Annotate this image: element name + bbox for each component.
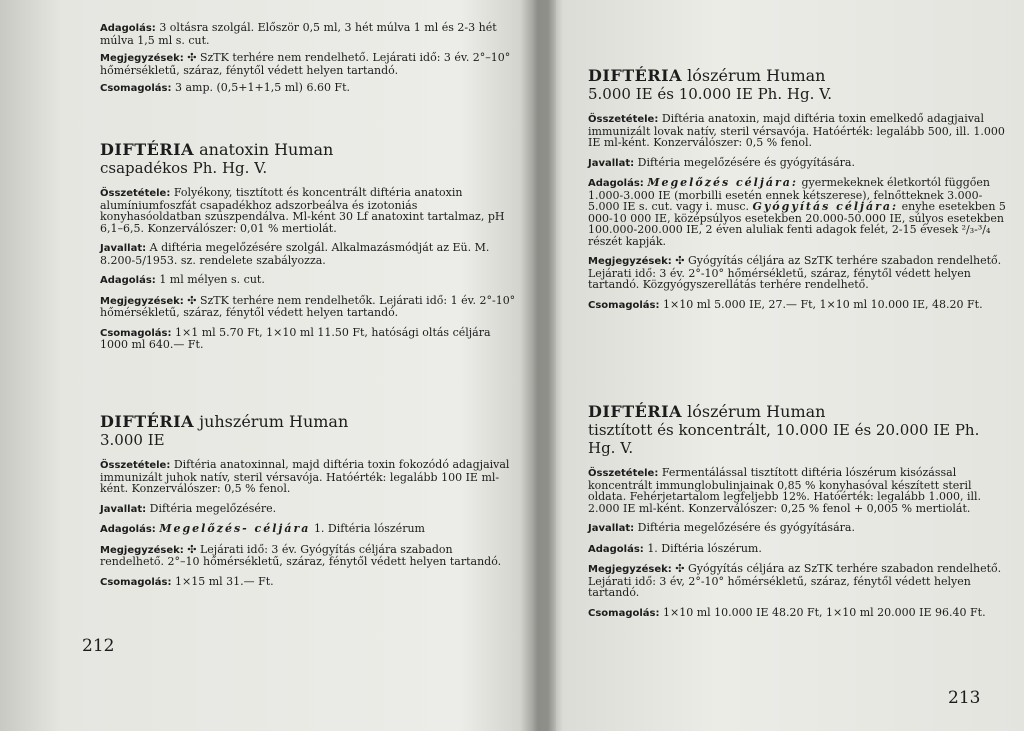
osszetetele-text: Diftéria anatoxin, majd diftéria toxin emelkedő adagjaival immunizált lovak natív, steril vérsavója. Hatóérték: legalább 500, ill. 1.000 IE ml-ként. Konzerválószer: 0,5 % fenol. <box>588 112 1005 149</box>
javallat-paragraph <box>100 503 520 516</box>
csomagolas-text: 1×10 ml 10.000 IE 48.20 Ft, 1×10 ml 20.000 IE 96.40 Ft. <box>662 605 986 619</box>
csomagolas-label: Csomagolás: <box>588 299 660 311</box>
megjegyzesek-paragraph <box>100 295 520 319</box>
javallat-text: A diftéria megelőzésére szolgál. Alkalmazásmódját az Eü. M. 8.200-5/1953. sz. rendelete szabályozza. <box>100 241 490 267</box>
adagolas-paragraph <box>100 523 520 536</box>
megjegyzesek-text: ✣ SzTK terhére nem rendelhető. Lejárati idő: 3 év. 2°–10° hőmérsékletű, száraz, fénytől védett helyen tartandó. <box>100 51 511 77</box>
adagolas-text: enyhe esetekben 5 000-10 000 IE, középsúlyos esetekben 20.000-50.000 IE, súlyos esetekben 100.000-200.000 IE, 2 éven aluliak fenti adagok felét, 2-15 évesek ²/₃-³/₄ részét kapják. <box>588 200 1006 248</box>
csomagolas-paragraph <box>100 576 520 589</box>
megjegyzesek-text: ✣ Gyógyítás céljára az SzTK terhére szabadon rendelhető. Lejárati idő: 3 év, 2°-10° hőmérsékletű, száraz, fénytől védett helyen tartandó. <box>588 562 1002 599</box>
adagolas-spaced: Megelőzés- céljára <box>159 522 311 535</box>
javallat-label: Javallat: <box>588 523 635 534</box>
osszetetele-paragraph <box>100 187 520 234</box>
megjegyzesek-label: Megjegyzések: <box>100 53 184 64</box>
page-number: 212 <box>82 636 115 656</box>
csomagolas-label: Csomagolás: <box>100 576 172 588</box>
entry-title <box>100 412 520 431</box>
megjegyzesek-paragraph <box>588 563 1008 599</box>
javallat-label: Javallat: <box>588 157 635 169</box>
javallat-paragraph <box>588 522 1008 535</box>
osszetetele-paragraph <box>100 459 520 495</box>
javallat-label: Javallat: <box>100 503 147 515</box>
adagolas-text: 1 ml mélyen s. cut. <box>159 273 265 286</box>
entry-subtitle: 3.000 IE <box>100 431 165 449</box>
page-number: 213 <box>948 688 981 708</box>
megjegyzesek-label: Megjegyzések: <box>588 564 672 575</box>
csomagolas-label: Csomagolás: <box>100 327 172 339</box>
megjegyzesek-paragraph <box>100 52 520 76</box>
entry-diftéria-juhszérum <box>100 412 520 588</box>
megjegyzesek-label: Megjegyzések: <box>100 295 184 307</box>
javallat-text: Diftéria megelőzésére. <box>149 501 277 515</box>
csomagolas-label: Csomagolás: <box>588 607 660 619</box>
adagolas-label: Adagolás: <box>588 543 644 555</box>
osszetetele-paragraph <box>588 113 1008 149</box>
megjegyzesek-text: ✣ Lejárati idő: 3 év. Gyógyítás céljára szabadon rendelhető. 2°–10 hőmérsékletű, száraz, fénytől védett helyen tartandó. <box>100 542 502 568</box>
entry-title-rest: anatoxin Human <box>199 140 334 159</box>
osszetetele-text: Folyékony, tisztított és koncentrált diftéria anatoxin alumíniumfoszfát csapadékhoz adszorbeálva és izotoniás konyhasóoldatban szuszpendálva. Ml-ként 30 Lf anatoxint tartalmaz, pH 6,1–6,5. Konzerválószer: 0,01 % mertiolát. <box>100 186 505 235</box>
osszetetele-label: Összetétele: <box>100 188 171 199</box>
csomagolas-text: 3 amp. (0,5+1+1,5 ml) 6.60 Ft. <box>174 81 350 94</box>
csomagolas-text: 1×10 ml 5.000 IE, 27.— Ft, 1×10 ml 10.000 IE, 48.20 Ft. <box>662 297 983 311</box>
entry-title-rest: lószérum Human <box>687 66 826 85</box>
megjegyzesek-paragraph <box>588 255 1008 291</box>
entry-title-rest: juhszérum Human <box>199 412 349 431</box>
osszetetele-label: Összetétele: <box>588 114 659 125</box>
osszetetele-paragraph <box>588 467 1008 514</box>
javallat-text: Diftéria megelőzésére és gyógyítására. <box>637 521 855 534</box>
entry-subtitle: csapadékos Ph. Hg. V. <box>100 159 268 177</box>
entry-title-bold: DIFTÉRIA <box>588 402 683 421</box>
megjegyzesek-text: ✣ SzTK terhére nem rendelhetők. Lejárati idő: 1 év. 2°-10° hőmérsékletű, száraz, fénytől védett helyen tartandó. <box>100 293 516 319</box>
adagolas-label: Adagolás: <box>100 524 156 535</box>
entry-subtitle: tisztított és koncentrált, 10.000 IE és 20.000 IE Ph. Hg. V. <box>588 421 980 457</box>
adagolas-paragraph <box>588 177 1008 247</box>
adagolas-text: gyermekeknek életkortól függően 1.000-3.000 IE (morbilli esetén ennek kétszerese), felnőtteknek 3.000-5.000 IE s. cut. vagy i. musc. <box>588 176 991 213</box>
javallat-text: Diftéria megelőzésére és gyógyítására. <box>637 155 855 169</box>
csomagolas-paragraph <box>588 299 1008 312</box>
adagolas-text: 3 oltásra szolgál. Először 0,5 ml, 3 hét múlva 1 ml és 2-3 hét múlva 1,5 ml s. cut. <box>100 21 497 47</box>
entry-title <box>588 402 1008 421</box>
top-entry <box>100 22 520 95</box>
csomagolas-text: 1×15 ml 31.— Ft. <box>174 574 274 588</box>
csomagolas-paragraph <box>588 607 1008 620</box>
book-gutter <box>520 0 556 731</box>
csomagolas-text: 1×1 ml 5.70 Ft, 1×10 ml 11.50 Ft, hatósági oltás céljára 1000 ml 640.— Ft. <box>100 325 491 351</box>
adagolas-text: 1. Diftéria lószérum. <box>647 541 762 555</box>
left-page <box>82 0 520 731</box>
right-page <box>588 0 1008 731</box>
javallat-label: Javallat: <box>100 243 147 254</box>
adagolas-paragraph <box>588 543 1008 556</box>
javallat-paragraph <box>588 157 1008 170</box>
osszetetele-text: Diftéria anatoxinnal, majd diftéria toxin fokozódó adagjaival immunizált juhok natív, steril vérsavója. Hatóérték: legalább 100 IE ml-ként. Konzerválószer: 0,5 % fenol. <box>100 458 510 495</box>
csomagolas-paragraph <box>100 82 520 95</box>
entry-diftéria-lószérum-tisztított <box>588 402 1008 619</box>
csomagolas-paragraph <box>100 327 520 351</box>
osszetetele-label: Összetétele: <box>100 460 171 471</box>
adagolas-label: Adagolás: <box>100 23 156 34</box>
entry-diftéria-lószérum <box>588 66 1008 311</box>
entry-title <box>588 66 1008 85</box>
entry-title-bold: DIFTÉRIA <box>588 66 683 85</box>
adagolas-paragraph <box>100 22 520 46</box>
entry-diftéria-anatoxin <box>100 140 520 351</box>
adagolas-spaced: Megelőzés céljára: <box>647 176 798 189</box>
megjegyzesek-text: ✣ Gyógyítás céljára az SzTK terhére szabadon rendelhető. Lejárati idő: 3 év. 2°-10° hőmérsékletű, száraz, fénytől védett helyen tartandó. Közgyógyszerellátás terhére rendelhető. <box>588 254 1002 291</box>
entry-subtitle: 5.000 IE és 10.000 IE Ph. Hg. V. <box>588 85 833 103</box>
megjegyzesek-label: Megjegyzések: <box>100 544 184 556</box>
csomagolas-label: Csomagolás: <box>100 83 172 94</box>
javallat-paragraph <box>100 242 520 266</box>
osszetetele-label: Összetétele: <box>588 468 659 479</box>
entry-title-bold: DIFTÉRIA <box>100 412 195 431</box>
adagolas-text: 1. Diftéria lószérum <box>313 522 425 535</box>
megjegyzesek-paragraph <box>100 544 520 568</box>
entry-title-rest: lószérum Human <box>687 402 826 421</box>
megjegyzesek-label: Megjegyzések: <box>588 256 672 267</box>
adagolas-spaced: Gyógyítás céljára: <box>752 200 899 213</box>
osszetetele-text: Fermentálással tisztított diftéria lószérum kisózással koncentrált immunglobulinjainak 0,85 % konyhasóval készített steril oldata. Fehérjetartalom legfeljebb 12%. Hatóérték: legalább 1.000, ill. 2.000 IE ml-ként. Konzerválószer: 0,25 % fenol + 0,005 % mertiolát. <box>588 466 981 515</box>
adagolas-paragraph <box>100 274 520 287</box>
entry-title-bold: DIFTÉRIA <box>100 140 195 159</box>
adagolas-label: Adagolás: <box>588 178 644 189</box>
entry-title <box>100 140 520 159</box>
adagolas-label: Adagolás: <box>100 275 156 286</box>
